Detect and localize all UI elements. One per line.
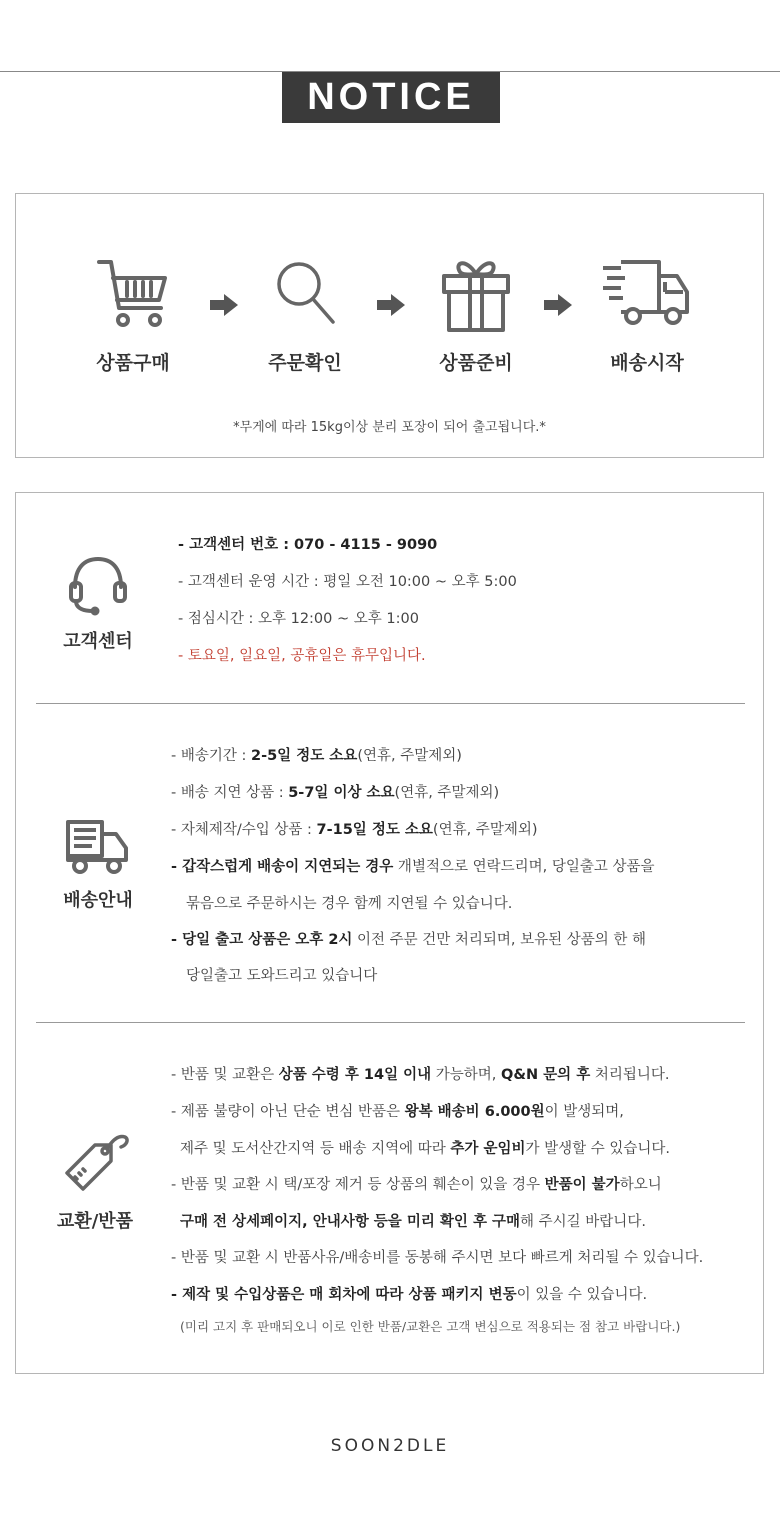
customer-center-heading bbox=[38, 553, 158, 653]
exch-line-7: - 제작 및 수입상품은 매 회차에 따라 상품 패키지 변동이 있을 수 있습니다. bbox=[171, 1287, 648, 1303]
step-purchase-label: 상품구매 bbox=[96, 352, 170, 374]
shipping-title: 배송안내 bbox=[63, 890, 133, 911]
info-panel bbox=[15, 492, 764, 1374]
ship-line-2: - 배송 지연 상품 : 5-7일 이상 소요(연휴, 주말제외) bbox=[171, 785, 500, 801]
brand-logo-text: SOON2DLE bbox=[330, 1436, 450, 1456]
exch-footnote: (미리 고지 후 판매되오니 이로 인한 반품/교환은 고객 변심으로 적용되는 점 참고 바랍니다.) bbox=[180, 1319, 681, 1334]
cs-holiday: - 토요일, 일요일, 공휴일은 휴무입니다. bbox=[178, 648, 426, 664]
search-icon bbox=[265, 254, 345, 334]
step-confirm-label: 주문확인 bbox=[268, 352, 342, 374]
ship-line-6: - 당일 출고 상품은 오후 2시 이전 주문 건만 처리되며, 보유된 상품의 한 해 bbox=[171, 932, 647, 948]
ship-line-4: - 갑작스럽게 배송이 지연되는 경우 개별적으로 연락드리며, 당일출고 상품을 bbox=[171, 859, 655, 875]
exch-line-5: 구매 전 상세페이지, 안내사항 등을 미리 확인 후 구매해 주시길 바랍니다. bbox=[180, 1214, 646, 1230]
step-ship bbox=[577, 254, 717, 375]
step-prepare-label: 상품준비 bbox=[439, 352, 513, 374]
ship-line-7: 당일출고 도와드리고 있습니다 bbox=[186, 968, 378, 984]
arrow-right-icon bbox=[544, 294, 572, 316]
step-purchase bbox=[63, 254, 203, 375]
headset-icon bbox=[63, 553, 133, 617]
cs-hours: - 고객센터 운영 시간 : 평일 오전 10:00 ~ 오후 5:00 bbox=[178, 574, 517, 590]
order-process-panel bbox=[15, 193, 764, 458]
ship-line-3: - 자체제작/수입 상품 : 7-15일 정도 소요(연휴, 주말제외) bbox=[171, 822, 538, 838]
ship-line-1: - 배송기간 : 2-5일 정도 소요(연휴, 주말제외) bbox=[171, 748, 462, 764]
step-prepare bbox=[406, 254, 546, 375]
exchange-heading bbox=[35, 1129, 155, 1233]
arrow-right-icon bbox=[210, 294, 238, 316]
price-tag-icon bbox=[59, 1129, 131, 1197]
cs-lunch: - 점심시간 : 오후 12:00 ~ 오후 1:00 bbox=[178, 611, 419, 627]
arrow-right-icon bbox=[377, 294, 405, 316]
notice-title: NOTICE bbox=[282, 72, 500, 123]
exch-line-6: - 반품 및 교환 시 반품사유/배송비를 동봉해 주시면 보다 빠르게 처리될 수 있습니다. bbox=[171, 1250, 704, 1266]
step-ship-label: 배송시작 bbox=[610, 352, 684, 374]
cs-phone: - 고객센터 번호 : 070 - 4115 - 9090 bbox=[178, 537, 438, 553]
exch-line-4: - 반품 및 교환 시 택/포장 제거 등 상품의 훼손이 있을 경우 반품이 불가하오니 bbox=[171, 1177, 662, 1193]
step-confirm bbox=[235, 254, 375, 375]
customer-center-title: 고객센터 bbox=[63, 631, 133, 652]
weight-note: *무게에 따라 15kg이상 분리 포장이 되어 출고됩니다.* bbox=[233, 420, 546, 435]
exch-line-3: 제주 및 도서산간지역 등 배송 지역에 따라 추가 운임비가 발생할 수 있습니다. bbox=[180, 1141, 670, 1157]
gift-icon bbox=[436, 254, 516, 334]
truck-icon bbox=[599, 254, 695, 334]
exch-line-1: - 반품 및 교환은 상품 수령 후 14일 이내 가능하며, Q&N 문의 후 처리됩니다. bbox=[171, 1067, 670, 1083]
section-divider bbox=[36, 1022, 745, 1023]
section-divider bbox=[36, 703, 745, 704]
exchange-title: 교환/반품 bbox=[56, 1211, 134, 1232]
exch-line-2: - 제품 불량이 아닌 단순 변심 반품은 왕복 배송비 6.000원이 발생되며, bbox=[171, 1104, 624, 1120]
cart-icon bbox=[93, 254, 173, 334]
ship-line-5: 묶음으로 주문하시는 경우 함께 지연될 수 있습니다. bbox=[186, 896, 513, 912]
shipping-heading bbox=[38, 818, 158, 912]
delivery-truck-icon bbox=[62, 818, 134, 876]
